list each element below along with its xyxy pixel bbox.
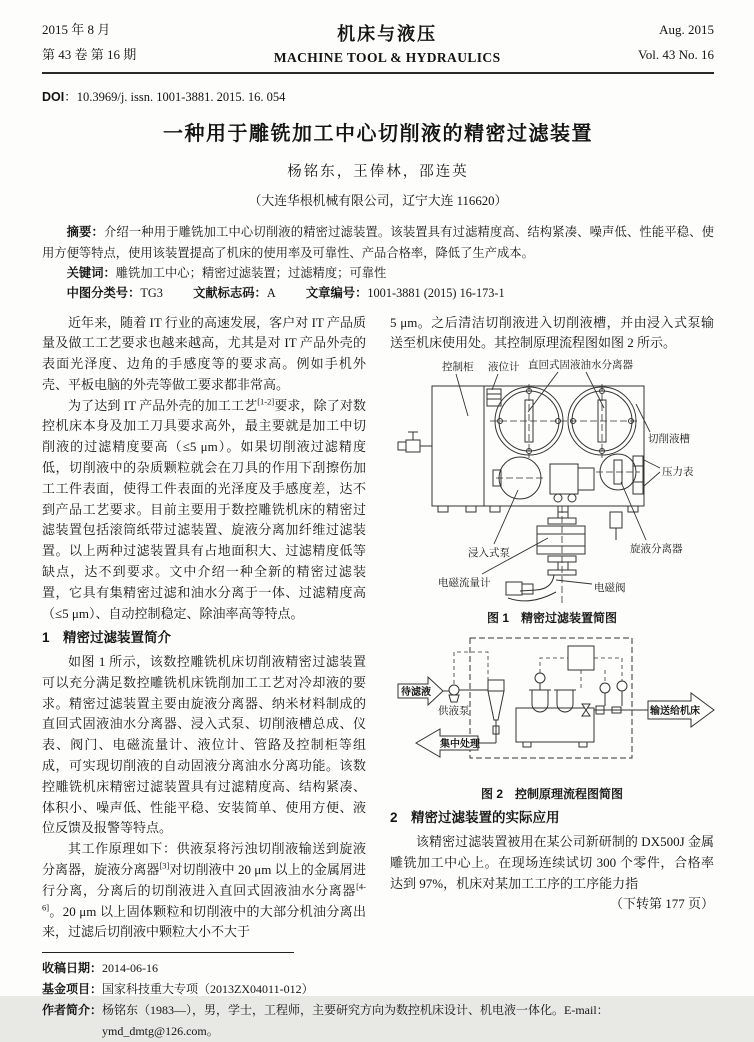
journal-title-cn: 机床与液压: [337, 23, 438, 44]
received-date-row: [42, 958, 714, 979]
author-bio-row: [42, 1000, 714, 1042]
issue-date-cn: 2015 年 8 月: [42, 22, 111, 37]
header-right: [638, 18, 714, 67]
doi-label: DOI: [42, 90, 65, 105]
figure-2-drawing: [390, 632, 724, 784]
fund-row: [42, 979, 714, 1000]
paragraph: 如图 1 所示，该数控雕铣机床切削液精密过滤装置可以充分满足数控雕铣机床铣削加工工艺对冷却液的要求。精密过滤装置主要由旋液分离器、纳米材料制成的直回式固液油水分离器、浸入式泵、切削液槽总成、仪表、阀门、电磁流量计、液位计、管路及控制柜等组成，可实现切削液的自动固液分离油水分离功能。该数控雕铣机床精密过滤装置具有过滤精度高、结构紧凑、体积小、噪声低、性能平稳、安装简单、使用方便、液位反馈及报警等特点。: [42, 654, 366, 836]
citation-ref: [3]: [159, 860, 170, 871]
issue-volume-cn: 第 43 卷 第 16 期: [42, 46, 137, 62]
figure-2: [390, 632, 714, 804]
continued-note: （下转第 177 页）: [609, 896, 714, 912]
header-center: [274, 20, 501, 66]
doccode-value: A: [266, 286, 276, 301]
article-body: [42, 313, 714, 944]
fig1-label-hydrocyclone: 旋液分离器: [630, 543, 683, 556]
page-title: 一种用于雕铣加工中心切削液的精密过滤装置: [163, 123, 593, 146]
affiliation: （大连华根机械有限公司，辽宁大连 116620）: [248, 194, 508, 209]
doi-value: ：10.3969/j. issn. 1001-3881. 2015. 16. 054: [64, 90, 286, 105]
paragraph: [42, 396, 366, 625]
received-label: 收稿日期：: [42, 961, 103, 976]
fig2-label-supply-pump: 供液泵: [438, 705, 470, 718]
journal-header: [42, 18, 714, 67]
clc-value: TG3: [140, 286, 163, 301]
abstract: [42, 222, 714, 263]
citation-ref: [4-6]: [42, 881, 366, 913]
paragraph-text: 。20 μm 以上固体颗粒和切削液中的大部分机油分离出来，过滤后切削液中颗粒大小不大于: [42, 903, 366, 940]
abstract-label: 摘要：: [66, 225, 104, 240]
figure-2-caption: 图 2 控制原理流程图简图: [480, 787, 623, 802]
citation-ref: [1-2]: [257, 396, 275, 407]
keywords-text: 雕铣加工中心；精密过滤装置；过滤精度；可靠性: [115, 265, 387, 280]
fig1-label-separator: 直回式固液油水分离器: [528, 359, 633, 372]
paragraph: 5 μm。之后清洁切削液进入切削液槽，并由浸入式泵输送至机床使用处。其控制原理流程图如图 2 所示。: [390, 314, 714, 351]
fig1-label-solenoid-valve: 电磁阀: [594, 582, 626, 595]
issue-date-en: Aug. 2015: [659, 22, 714, 37]
articleno-value: 1001-3881 (2015) 16-173-1: [367, 286, 505, 301]
footnote-rule: [42, 952, 294, 953]
paragraph-text: 其工作原理如下：供液泵将污浊切削液输送到旋液分离器，旋液分离器: [42, 841, 366, 878]
fig2-label-output: 输送给机床: [650, 706, 700, 718]
fig2-label-treatment: 集中处理: [440, 739, 480, 751]
bio-value: 杨铭东（1983—），男，学士，工程师，主要研究方向为数控机床设计、机电液一体化。E-mail：ymd_dmtg@126.com。: [102, 1003, 609, 1039]
keywords-label: 关键词：: [66, 265, 116, 280]
figure-1-drawing: [390, 358, 724, 608]
journal-title-en: MACHINE TOOL & HYDRAULICS: [273, 49, 501, 65]
doccode-label: 文献标志码：: [193, 286, 267, 301]
paragraph-text: 要求，除了对数控机床本身及加工刀具要求高外，最主要就是加工中切削液的过滤精度要高（≤5 μm）。如果切削液过滤精度低，切削液中的杂质颗粒就会在刀具的作用下刮擦伤加工工件表面，使得工件表面的光泽度及手感度差，达不到产品工艺要求。目前主要用于数控雕铣机床的精密过滤装置包括滚筒纸带过滤装置、旋液分离加纤维过滤装置。以上两种过滤装置具有占地面积大、过滤精度低等缺点，达不到要求。文中介绍一种全新的精密过滤装置，它具有集精密过滤和油水分离于一体、过滤精度高（≤5 μm）、自动控制稳定、除油率高等特点。: [42, 397, 366, 621]
classification-line: [42, 283, 714, 303]
paragraph-text: 对切削液中 20 μm 以上的金属屑进行分离，分离后的切削液进入直回式固液油水分离器: [42, 862, 366, 898]
received-value: 2014-06-16: [102, 961, 159, 976]
fund-value: 国家科技重大专项（2013ZX04011-012）: [102, 982, 314, 997]
fund-label: 基金项目：: [42, 982, 103, 997]
doi-line: [42, 87, 714, 105]
keywords: [42, 263, 714, 283]
clc-label: 中图分类号：: [66, 286, 141, 301]
section-heading-2: 2 精密过滤装置的实际应用: [390, 810, 560, 826]
issue-volume-en: Vol. 43 No. 16: [638, 46, 714, 62]
authors: 杨铭东，王俸林，邵连英: [287, 164, 469, 181]
fig2-label-feed: 待滤液: [401, 687, 431, 699]
paragraph: 近年来，随着 IT 行业的高速发展，客户对 IT 产品质量及做工工艺要求也越来越高，尤其是对 IT 产品外壳的表面光泽度、边角的手感度等的要求高。例如手机外壳、平板电脑的外壳等做工要求都非常高。: [42, 314, 366, 392]
right-column: [390, 313, 714, 944]
articleno-label: 文章编号：: [305, 286, 368, 301]
bio-label: 作者简介：: [42, 1003, 103, 1018]
header-rule: [42, 72, 714, 74]
abstract-text: 介绍一种用于雕铣加工中心切削液的精密过滤装置。该装置具有过滤精度高、结构紧凑、噪声低、性能平稳、使用方便等特点，使用该装置提高了机床的使用率及可靠性、产品合格率，降低了生产成本。: [42, 225, 714, 260]
figure-1: [390, 358, 714, 628]
fig1-label-immersion-pump: 浸入式泵: [468, 547, 510, 560]
figure-1-caption: 图 1 精密过滤装置简图: [486, 611, 617, 626]
footnote-block: [42, 952, 714, 1042]
fig1-label-pressure-gauge: 压力表: [662, 466, 694, 479]
paragraph: 该精密过滤装置被用在某公司新研制的 DX500J 金属雕铣加工中心上。在现场连续试切 300 个零件，合格率达到 97%，机床对某加工工序的工序能力指: [390, 834, 714, 891]
header-left: [42, 18, 136, 67]
paragraph: [42, 839, 366, 943]
fig1-label-control-cabinet: 控制柜: [442, 361, 474, 374]
left-column: [42, 313, 366, 944]
section-heading-1: 1 精密过滤装置简介: [42, 630, 172, 646]
fig1-label-flow-meter: 电磁流量计: [438, 577, 491, 590]
fig1-label-level-gauge: 液位计: [488, 361, 520, 374]
fig1-label-fluid-tank: 切削液槽: [648, 433, 690, 446]
paragraph-text: 为了达到 IT 产品外壳的加工工艺: [68, 397, 258, 413]
